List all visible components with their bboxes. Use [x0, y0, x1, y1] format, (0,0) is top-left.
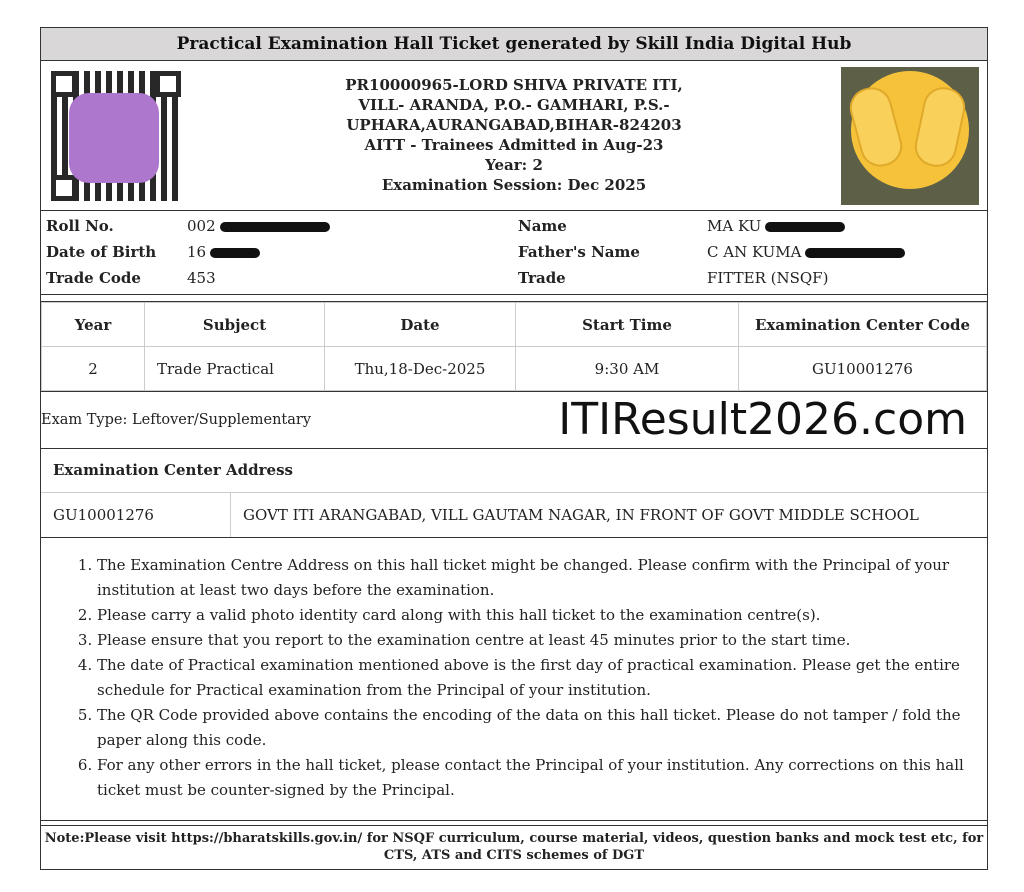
- header-line: UPHARA,AURANGABAD,BIHAR-824203: [346, 116, 682, 134]
- trade-value: FITTER (NSQF): [707, 269, 829, 287]
- father-name-value: C AN KUMA: [707, 243, 802, 261]
- col-subject: Subject: [145, 303, 325, 347]
- list-item: 1. The Examination Centre Address on this hall ticket might be changed. Please confirm with the Principal of your institution at least two days before the examination.: [97, 553, 975, 603]
- cell-center-code: GU10001276: [739, 347, 987, 391]
- father-name-label: Father's Name: [518, 243, 640, 261]
- col-center-code: Examination Center Code: [739, 303, 987, 347]
- institute-info: [191, 75, 837, 195]
- name-value: MA KU: [707, 217, 762, 235]
- roll-label: Roll No.: [46, 217, 114, 235]
- address-heading: Examination Center Address: [41, 449, 987, 493]
- redaction-bar: [210, 248, 260, 258]
- father-name-value-wrap: [707, 243, 905, 261]
- header-line: AITT - Trainees Admitted in Aug-23: [364, 136, 664, 154]
- trade-code-value: 453: [187, 269, 216, 287]
- footer-note: Note:Please visit https://bharatskills.gov.in/ for NSQF curriculum, course material, videos, question banks and mock test etc, for CTS, ATS and CITS schemes of DGT: [41, 825, 987, 869]
- header-line: Year: 2: [485, 156, 543, 174]
- cell-date: Thu,18-Dec-2025: [325, 347, 516, 391]
- header: [41, 61, 987, 211]
- header-line: VILL- ARANDA, P.O.- GAMHARI, P.S.-: [358, 96, 670, 114]
- hall-ticket: [40, 27, 988, 870]
- list-item: 5. The QR Code provided above contains the encoding of the data on this hall ticket. Please do not tamper / fold the paper along this code.: [97, 703, 975, 753]
- list-item: 6. For any other errors in the hall ticket, please contact the Principal of your institution. Any corrections on this hall ticket must be counter-signed by the Principal.: [97, 753, 975, 803]
- col-year: Year: [42, 303, 145, 347]
- header-line: PR10000965-LORD SHIVA PRIVATE ITI,: [345, 76, 683, 94]
- dob-value: 16: [187, 243, 207, 261]
- dob-label: Date of Birth: [46, 243, 157, 261]
- name-label: Name: [518, 217, 567, 235]
- candidate-info: [41, 211, 987, 295]
- redaction-bar: [805, 248, 905, 258]
- address-code: GU10001276: [41, 493, 231, 537]
- exam-type-row: [41, 391, 987, 448]
- cell-year: 2: [42, 347, 145, 391]
- trade-code-label: Trade Code: [46, 269, 141, 287]
- redaction-bar: [765, 222, 845, 232]
- table-row: [42, 347, 987, 391]
- address-text: GOVT ITI ARANGABAD, VILL GAUTAM NAGAR, IN FRONT OF GOVT MIDDLE SCHOOL: [243, 506, 919, 524]
- cell-start-time: 9:30 AM: [516, 347, 739, 391]
- dob-value-wrap: [187, 243, 260, 261]
- candidate-photo: [841, 67, 979, 205]
- page-title: Practical Examination Hall Ticket generated by Skill India Digital Hub: [41, 28, 987, 61]
- schedule-table: [41, 302, 987, 391]
- list-item: 4. The date of Practical examination mentioned above is the first day of practical examination. Please get the entire schedule for Practical examination from the Principal of your institution.: [97, 653, 975, 703]
- center-address: [41, 448, 987, 538]
- roll-value-wrap: [187, 217, 330, 235]
- roll-value: 002: [187, 217, 216, 235]
- trade-label: Trade: [518, 269, 566, 287]
- watermark: ITIResult2026.com: [558, 394, 967, 445]
- space-invader-sticker-icon: [69, 93, 159, 183]
- instructions-list: [41, 538, 987, 821]
- header-line: Examination Session: Dec 2025: [381, 176, 647, 194]
- name-value-wrap: [707, 217, 845, 235]
- qr-code: [51, 71, 181, 201]
- redaction-bar: [220, 222, 330, 232]
- table-header-row: [42, 303, 987, 347]
- exam-type: Exam Type: Leftover/Supplementary: [41, 412, 312, 428]
- list-item: 3. Please ensure that you report to the examination centre at least 45 minutes prior to the start time.: [97, 628, 975, 653]
- col-start-time: Start Time: [516, 303, 739, 347]
- cell-subject: Trade Practical: [145, 347, 325, 391]
- col-date: Date: [325, 303, 516, 347]
- list-item: 2. Please carry a valid photo identity card along with this hall ticket to the examination centre(s).: [97, 603, 975, 628]
